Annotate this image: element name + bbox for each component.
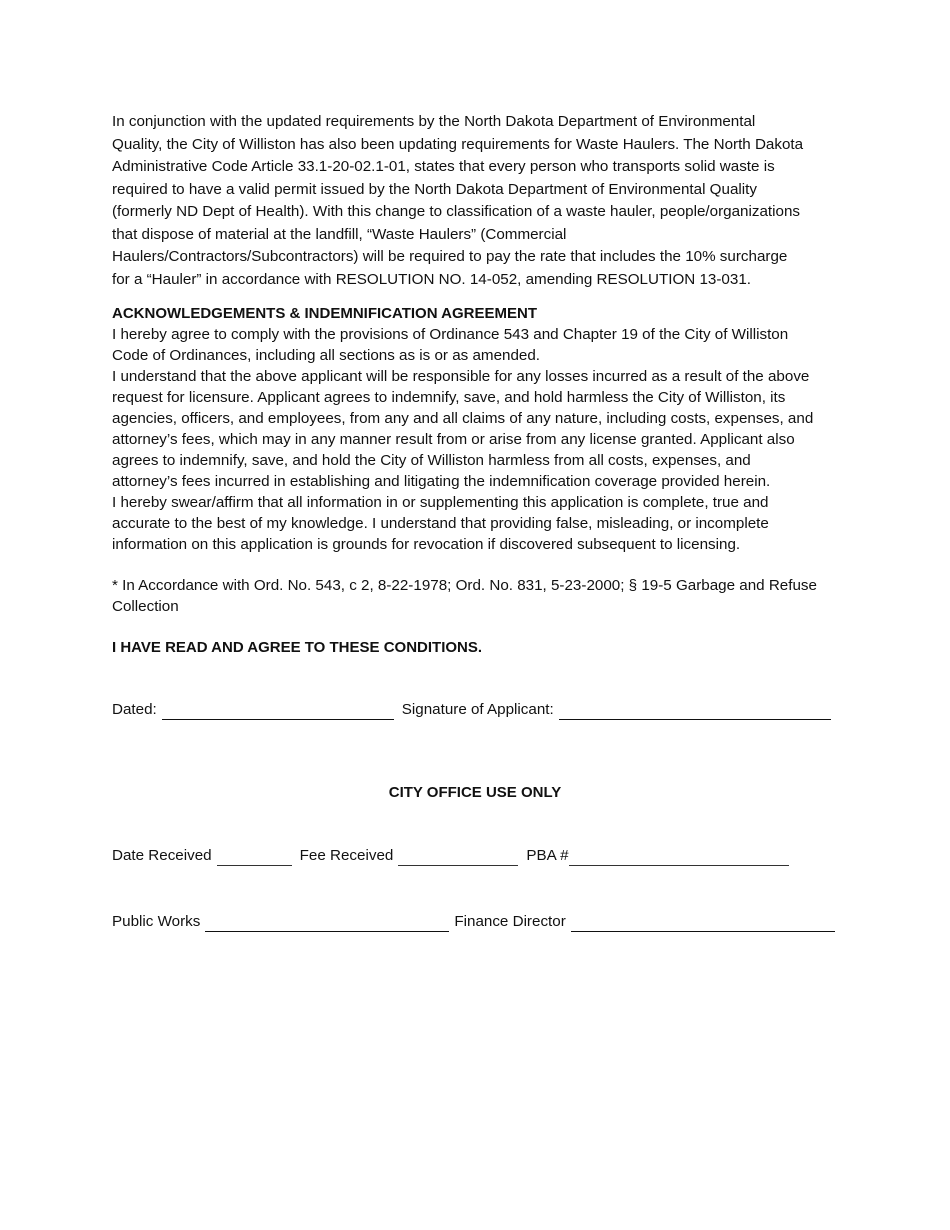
dated-label: Dated:: [112, 701, 157, 718]
dated-field[interactable]: [162, 702, 394, 720]
agreement-line: I understand that the above applicant will be responsible for any losses incurred as a result of the above: [112, 368, 810, 385]
public-works-label: Public Works: [112, 913, 201, 930]
intro-line: required to have a valid permit issued by the North Dakota Department of Environmental Quality: [112, 180, 757, 198]
agreement-line: attorney’s fees, which may in any manner result from or arise from any license granted. Applicant also: [112, 431, 795, 448]
agreement-line: attorney’s fees incurred in establishing and litigating the indemnification coverage provided herein.: [112, 473, 771, 490]
date-received-field[interactable]: [217, 848, 292, 866]
office-receipt-row: [112, 846, 789, 866]
date-received-label: Date Received: [112, 847, 212, 864]
agreement-line: request for licensure. Applicant agrees to indemnify, save, and hold harmless the City of Williston, its: [112, 389, 786, 406]
finance-director-field[interactable]: [571, 914, 835, 932]
signature-label: Signature of Applicant:: [401, 701, 554, 718]
conditions-statement: I HAVE READ AND AGREE TO THESE CONDITIONS.: [112, 639, 483, 656]
fee-received-label: Fee Received: [299, 847, 394, 864]
signature-row: [112, 700, 831, 720]
fee-received-field[interactable]: [398, 848, 518, 866]
intro-line: that dispose of material at the landfill, “Waste Haulers” (Commercial: [112, 225, 567, 243]
intro-line: Haulers/Contractors/Subcontractors) will be required to pay the rate that includes the 10% surcharge: [112, 248, 788, 265]
intro-line: (formerly ND Dept of Health). With this change to classification of a waste hauler, people/organizations: [112, 203, 800, 220]
intro-line: In conjunction with the updated requirements by the North Dakota Department of Environmental: [112, 113, 756, 130]
intro-paragraph: [112, 111, 838, 291]
agreement-heading: ACKNOWLEDGEMENTS & INDEMNIFICATION AGREEMENT: [112, 305, 537, 322]
pba-field[interactable]: [569, 848, 789, 866]
note-line: Collection: [112, 598, 179, 615]
agreement-line: I hereby swear/affirm that all information in or supplementing this application is complete, true and: [112, 494, 769, 511]
intro-line: Administrative Code Article 33.1-20-02.1-01, states that every person who transports solid waste is: [112, 158, 775, 175]
agreement-line: information on this application is grounds for revocation if discovered subsequent to licensing.: [112, 536, 741, 553]
signature-field[interactable]: [559, 702, 831, 720]
agreement-line: Code of Ordinances, including all sections as is or as amended.: [112, 347, 541, 364]
intro-line: Quality, the City of Williston has also been updating requirements for Waste Haulers. The North Dakota: [112, 135, 804, 153]
agreement-line: agencies, officers, and employees, from any and all claims of any nature, including costs, expenses, and: [112, 410, 814, 427]
office-use-title: CITY OFFICE USE ONLY: [388, 784, 562, 801]
ordinance-note: [112, 575, 838, 617]
note-line: * In Accordance with Ord. No. 543, c 2, 8-22-1978; Ord. No. 831, 5-23-2000; § 19-5 Garbage and Refuse: [112, 577, 817, 594]
agreement-body: [112, 324, 838, 555]
office-approval-row: [112, 912, 835, 932]
finance-director-label: Finance Director: [454, 913, 566, 930]
intro-line: for a “Hauler” in accordance with RESOLUTION NO. 14-052, amending RESOLUTION 13-031.: [112, 270, 751, 288]
pba-label: PBA #: [526, 847, 569, 864]
public-works-field[interactable]: [205, 914, 449, 932]
agreement-line: I hereby agree to comply with the provisions of Ordinance 543 and Chapter 19 of the City of Williston: [112, 326, 789, 343]
agreement-line: accurate to the best of my knowledge. I understand that providing false, misleading, or incomplete: [112, 515, 769, 532]
agreement-line: agrees to indemnify, save, and hold the City of Williston harmless from all costs, expenses, and: [112, 452, 751, 469]
